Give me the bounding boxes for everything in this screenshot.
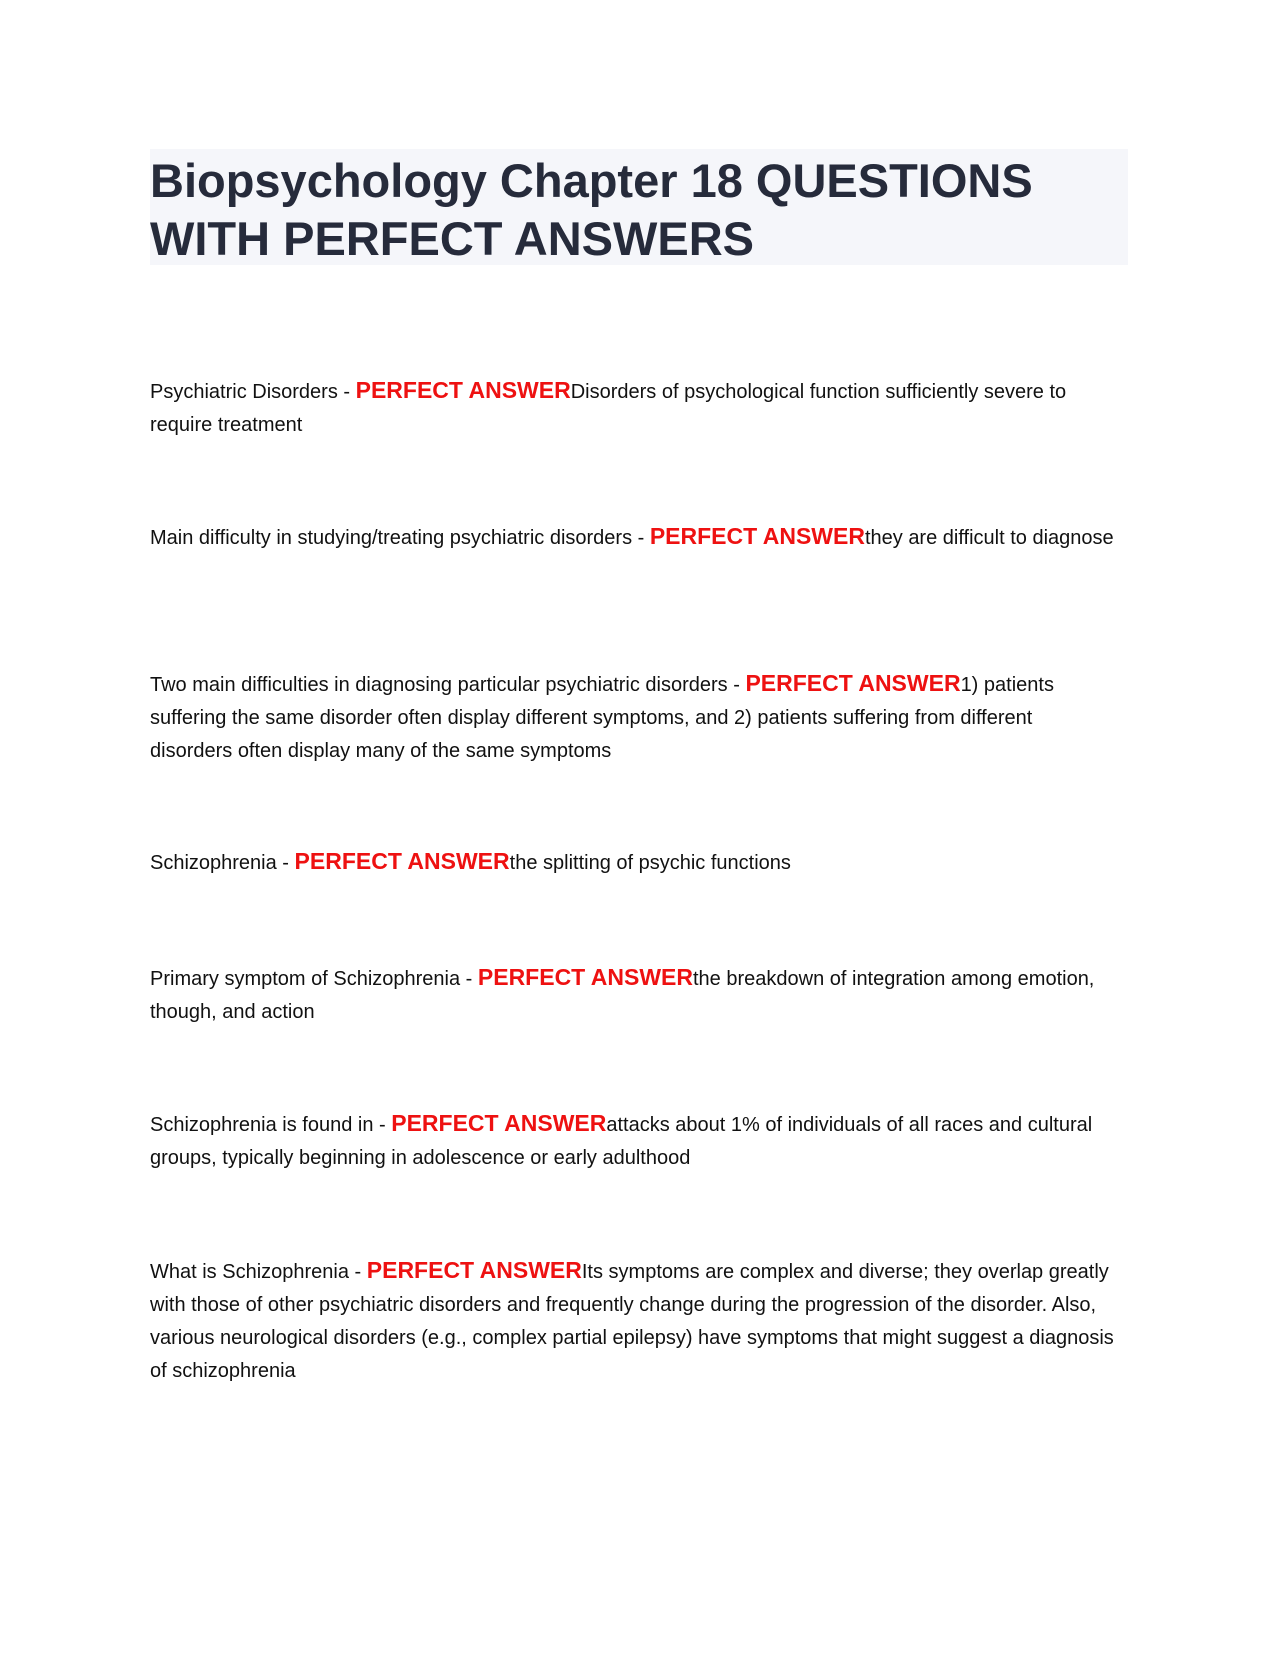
answer-text: Its symptoms are complex and diverse; they overlap greatly with those of other psychiatric disorders and frequently change during the progression of the disorder. Also, various neurological disorders (e.g., complex partial epilepsy) have symptoms that might suggest a diagnosis of schizophrenia	[150, 1261, 1114, 1382]
answer-text: 1) patients suffering the same disorder often display different symptoms, and 2) patients suffering from different disorders often display many of the same symptoms	[150, 674, 1054, 762]
question-text: Primary symptom of Schizophrenia -	[150, 968, 478, 990]
answer-text: the breakdown of integration among emotion, though, and action	[150, 968, 1095, 1023]
answer-marker: PERFECT ANSWER	[477, 964, 693, 990]
answer-text: the splitting of psychic functions	[509, 852, 791, 874]
qa-item	[150, 520, 1120, 555]
question-text: Psychiatric Disorders -	[150, 381, 356, 403]
answer-marker: PERFECT ANSWER	[649, 523, 865, 549]
qa-item	[150, 667, 1120, 768]
question-text: Schizophrenia -	[150, 852, 295, 874]
qa-item	[150, 374, 1120, 442]
question-text: Main difficulty in studying/treating psychiatric disorders -	[150, 527, 650, 549]
qa-item	[150, 961, 1120, 1029]
answer-marker: PERFECT ANSWER	[391, 1110, 607, 1136]
answer-marker: PERFECT ANSWER	[745, 670, 961, 696]
document-title: Biopsychology Chapter 18 QUESTIONS WITH PERFECT ANSWERS	[150, 154, 1033, 265]
answer-marker: PERFECT ANSWER	[355, 377, 571, 403]
question-text: What is Schizophrenia -	[150, 1261, 367, 1283]
answer-marker: PERFECT ANSWER	[366, 1257, 582, 1283]
answer-text: they are difficult to diagnose	[864, 527, 1114, 549]
qa-item	[150, 845, 1120, 880]
answer-text: attacks about 1% of individuals of all races and cultural groups, typically beginning in adolescence or early adulthood	[150, 1114, 1093, 1169]
qa-item	[150, 1254, 1120, 1388]
answer-marker: PERFECT ANSWER	[294, 848, 510, 874]
question-text: Schizophrenia is found in -	[150, 1114, 392, 1136]
qa-item	[150, 1107, 1120, 1175]
question-text: Two main difficulties in diagnosing particular psychiatric disorders -	[150, 674, 746, 696]
answer-text: Disorders of psychological function sufficiently severe to require treatment	[150, 381, 1067, 436]
